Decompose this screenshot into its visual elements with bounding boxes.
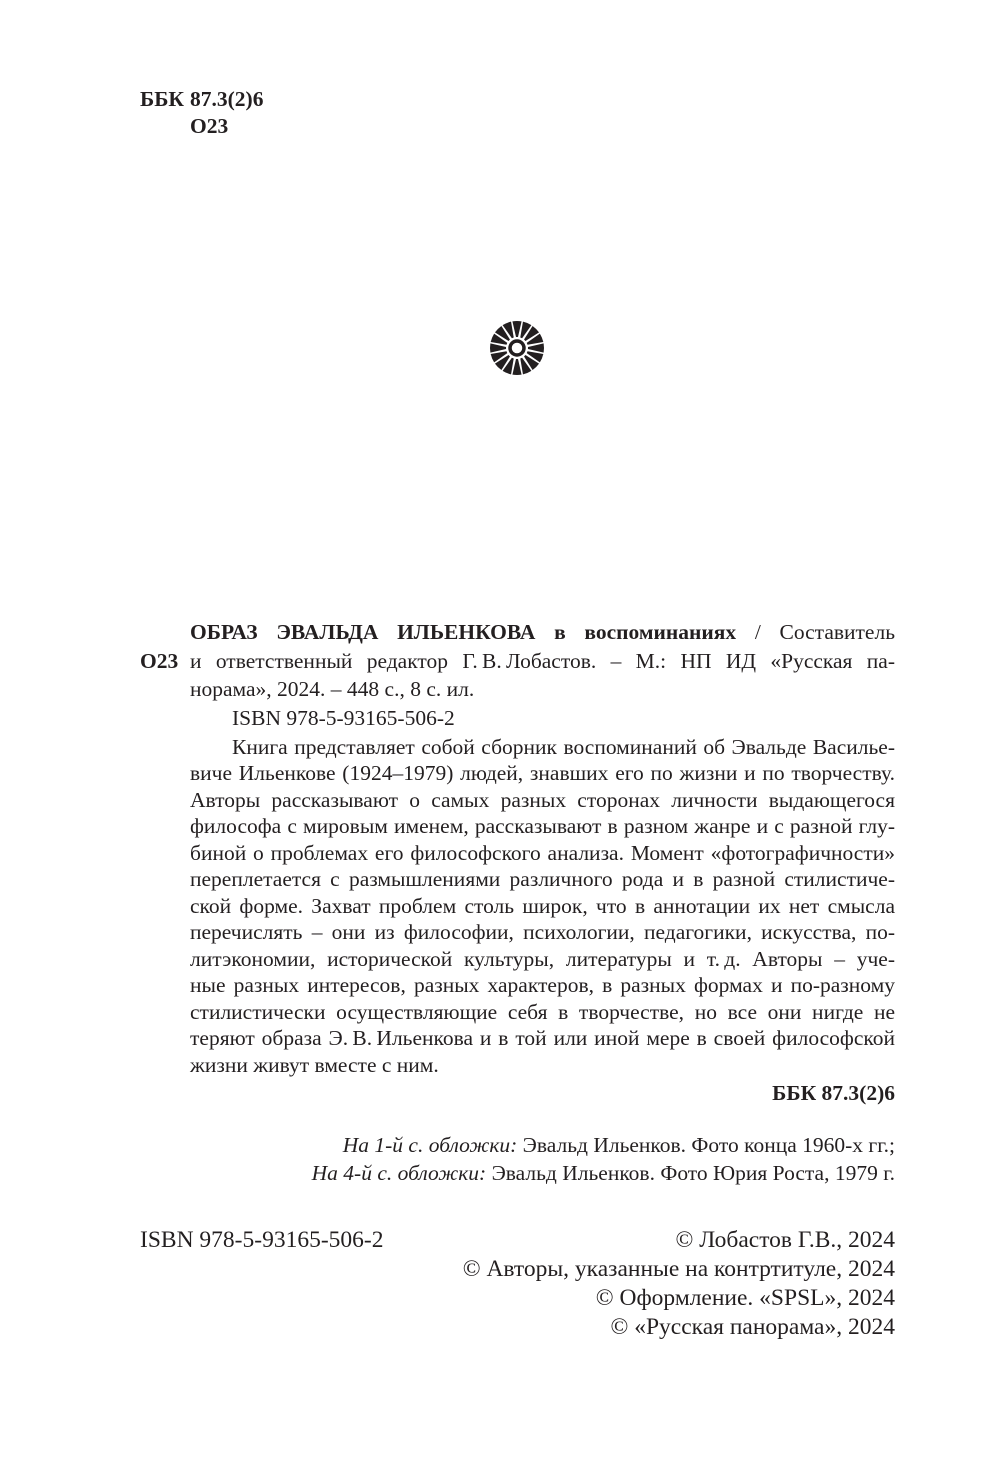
annotation-line: литэкономии, исторической культуры, литературы и т. д. Авторы – уче-: [190, 946, 895, 971]
copyright-list: [463, 1226, 895, 1342]
classification-header: [140, 86, 263, 140]
bbk-footer-code: ББК 87.3(2)6: [772, 1081, 895, 1105]
annotation-line: ные разных интересов, разных характеров, в разных формах и по-разному: [190, 973, 895, 997]
record-title-line: [190, 618, 895, 647]
copyright-line: © Оформление. «SPSL», 2024: [595, 1284, 895, 1311]
copyright-line: © Авторы, указанные на контртитуле, 2024: [462, 1255, 895, 1282]
cover-note: [312, 1159, 895, 1187]
logo-petal: [490, 343, 506, 352]
bbk-label: ББК: [140, 87, 185, 111]
cover-notes: [312, 1131, 895, 1187]
annotation-line: Книга представляет собой сборник воспоминаний об Эвальде Василье-: [232, 734, 895, 759]
publisher-logo-icon: [489, 320, 545, 376]
record-line: норама», 2024. – 448 с., 8 с. ил.: [190, 677, 475, 702]
annotation-line: философа с мировым именем, рассказывают в разном жанре и с разной глу-: [190, 814, 895, 838]
annotation-line: Авторы рассказывают о самых разных сторонах личности выдающегося: [190, 787, 895, 812]
logo-petal: [528, 343, 544, 352]
copyright-line: © Лобастов Г.В., 2024: [675, 1226, 895, 1253]
bbk-code: 87.3(2)6: [190, 87, 264, 111]
annotation-line: ской форме. Захват проблем столь широк, что в аннотации их нет смысла: [190, 893, 895, 918]
bbk-row: [140, 86, 263, 113]
cover-note-text: Эвальд Ильенков. Фото конца 1960-х гг.;: [522, 1133, 895, 1157]
cover-note-label: На 4-й с. обложки:: [311, 1161, 487, 1185]
cover-note-text: Эвальд Ильенков. Фото Юрия Роста, 1979 г.: [491, 1161, 895, 1185]
record-line: и ответственный редактор Г. В. Лобастов. – М.: НП ИД «Русская па-: [190, 648, 895, 673]
annotation-paragraph: [190, 734, 895, 1079]
footer-isbn: ISBN 978-5-93165-506-2: [140, 1226, 384, 1253]
logo-petal: [512, 321, 521, 337]
copyright-line: © «Русская панорама», 2024: [610, 1313, 895, 1340]
cover-note: [312, 1131, 895, 1159]
record-isbn: ISBN 978-5-93165-506-2: [232, 706, 455, 731]
book-title: ОБРАЗ ЭВАЛЬДА ИЛЬЕНКОВА в воспоминаниях: [190, 620, 737, 644]
annotation-line: теряют образа Э. В. Ильенкова и в той или иной мере в своей философской: [190, 1026, 895, 1050]
responsibility-statement: / Составитель: [754, 620, 896, 644]
annotation-line: переплетается с размышлениями различного рода и в разной стилистиче-: [190, 867, 895, 891]
author-mark: О23: [190, 114, 229, 138]
annotation-line: перечислять – они из философии, психологии, педагогики, искусства, по-: [190, 920, 895, 944]
annotation-line: биной о проблемах его философского анализа. Момент «фотографичности»: [190, 840, 895, 865]
record-author-mark: О23: [140, 648, 179, 673]
author-mark-row: [140, 113, 263, 140]
annotation-line: виче Ильенкове (1924–1979) людей, знавших его по жизни и по творчеству.: [190, 761, 895, 785]
logo-petal: [512, 359, 521, 375]
annotation-line: жизни живут вместе с ним.: [190, 1052, 439, 1077]
bibliographic-record: [190, 618, 895, 733]
cover-note-label: На 1-й с. обложки:: [342, 1133, 518, 1157]
annotation-line: стилистически осуществляющие себя в творчестве, но все они нигде не: [190, 999, 895, 1024]
